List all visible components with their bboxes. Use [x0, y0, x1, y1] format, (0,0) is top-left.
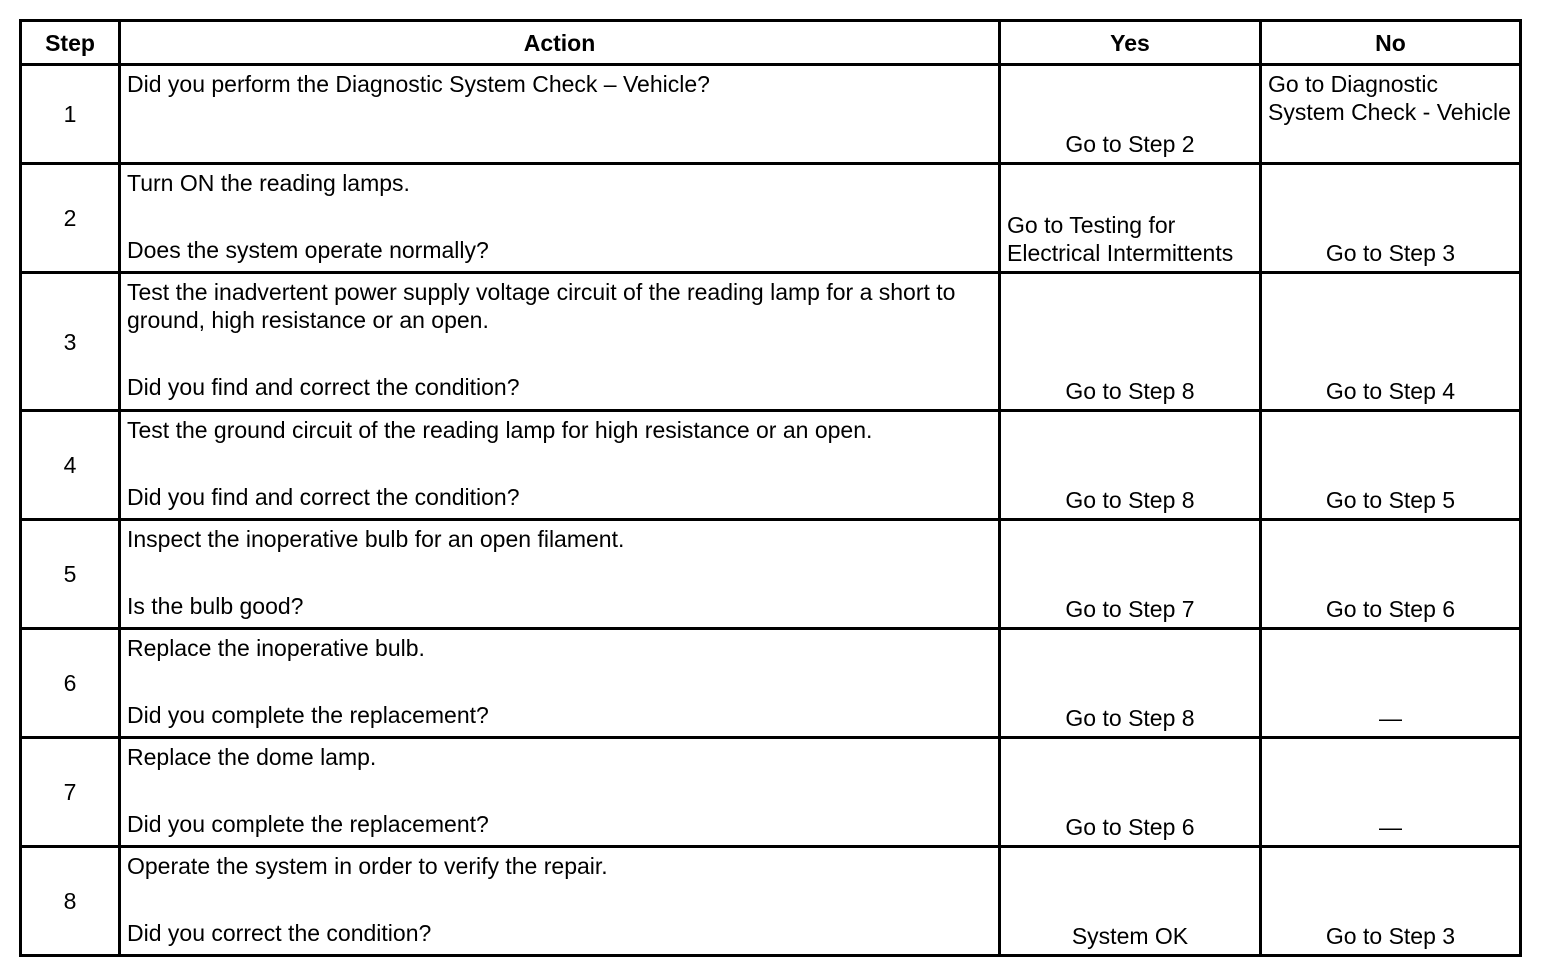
action-instruction: Test the ground circuit of the reading lamp for high resistance or an open. — [127, 417, 873, 443]
action-question: Did you complete the replacement? — [127, 811, 489, 837]
action-instruction: Replace the dome lamp. — [127, 744, 377, 770]
action-cell — [120, 738, 1000, 847]
no-cell: Go to Step 4 — [1261, 273, 1521, 411]
table-row — [21, 273, 1521, 411]
step-number: 8 — [21, 847, 120, 956]
yes-cell: System OK — [1000, 847, 1261, 956]
no-cell: Go to Step 6 — [1261, 520, 1521, 629]
action-cell — [120, 65, 1000, 164]
action-question: Is the bulb good? — [127, 593, 304, 619]
step-number: 1 — [21, 65, 120, 164]
action-cell — [120, 847, 1000, 956]
yes-cell: Go to Step 8 — [1000, 629, 1261, 738]
action-instruction: Operate the system in order to verify the repair. — [127, 853, 608, 879]
step-number: 2 — [21, 164, 120, 273]
action-question: Did you complete the replacement? — [127, 702, 489, 728]
no-cell: — — [1261, 629, 1521, 738]
step-number: 7 — [21, 738, 120, 847]
header-row — [21, 21, 1521, 65]
action-question: Does the system operate normally? — [127, 237, 489, 263]
yes-cell: Go to Step 7 — [1000, 520, 1261, 629]
no-cell: Go to Step 5 — [1261, 411, 1521, 520]
table-row — [21, 164, 1521, 273]
action-cell — [120, 520, 1000, 629]
yes-cell: Go to Step 8 — [1000, 273, 1261, 411]
action-cell — [120, 411, 1000, 520]
table-row — [21, 65, 1521, 164]
header-yes: Yes — [1000, 21, 1261, 65]
yes-cell: Go to Step 2 — [1000, 65, 1261, 164]
action-cell — [120, 273, 1000, 411]
action-instruction: Inspect the inoperative bulb for an open filament. — [127, 526, 625, 552]
table-row — [21, 520, 1521, 629]
table-row — [21, 411, 1521, 520]
table-row — [21, 629, 1521, 738]
diagnostic-table-container — [19, 19, 1522, 957]
header-action: Action — [120, 21, 1000, 65]
step-number: 5 — [21, 520, 120, 629]
step-number: 4 — [21, 411, 120, 520]
header-no: No — [1261, 21, 1521, 65]
action-instruction: Test the inadvertent power supply voltage circuit of the reading lamp for a short to ground, high resistance or an open. — [127, 279, 956, 333]
action-instruction: Did you perform the Diagnostic System Check – Vehicle? — [127, 71, 710, 97]
action-question: Did you find and correct the condition? — [127, 374, 520, 400]
no-cell: — — [1261, 738, 1521, 847]
table-row — [21, 847, 1521, 956]
action-cell — [120, 629, 1000, 738]
action-question: Did you find and correct the condition? — [127, 484, 520, 510]
yes-cell: Go to Step 8 — [1000, 411, 1261, 520]
step-number: 6 — [21, 629, 120, 738]
no-cell: Go to Step 3 — [1261, 847, 1521, 956]
no-cell: Go to Step 3 — [1261, 164, 1521, 273]
yes-cell: Go to Step 6 — [1000, 738, 1261, 847]
table-row — [21, 738, 1521, 847]
action-instruction: Turn ON the reading lamps. — [127, 170, 410, 196]
action-question: Did you correct the condition? — [127, 920, 432, 946]
yes-cell: Go to Testing for Electrical Intermittents — [1000, 164, 1261, 273]
header-step: Step — [21, 21, 120, 65]
diagnostic-table — [19, 19, 1522, 957]
action-instruction: Replace the inoperative bulb. — [127, 635, 425, 661]
step-number: 3 — [21, 273, 120, 411]
action-cell — [120, 164, 1000, 273]
no-cell: Go to Diagnostic System Check - Vehicle — [1261, 65, 1521, 164]
